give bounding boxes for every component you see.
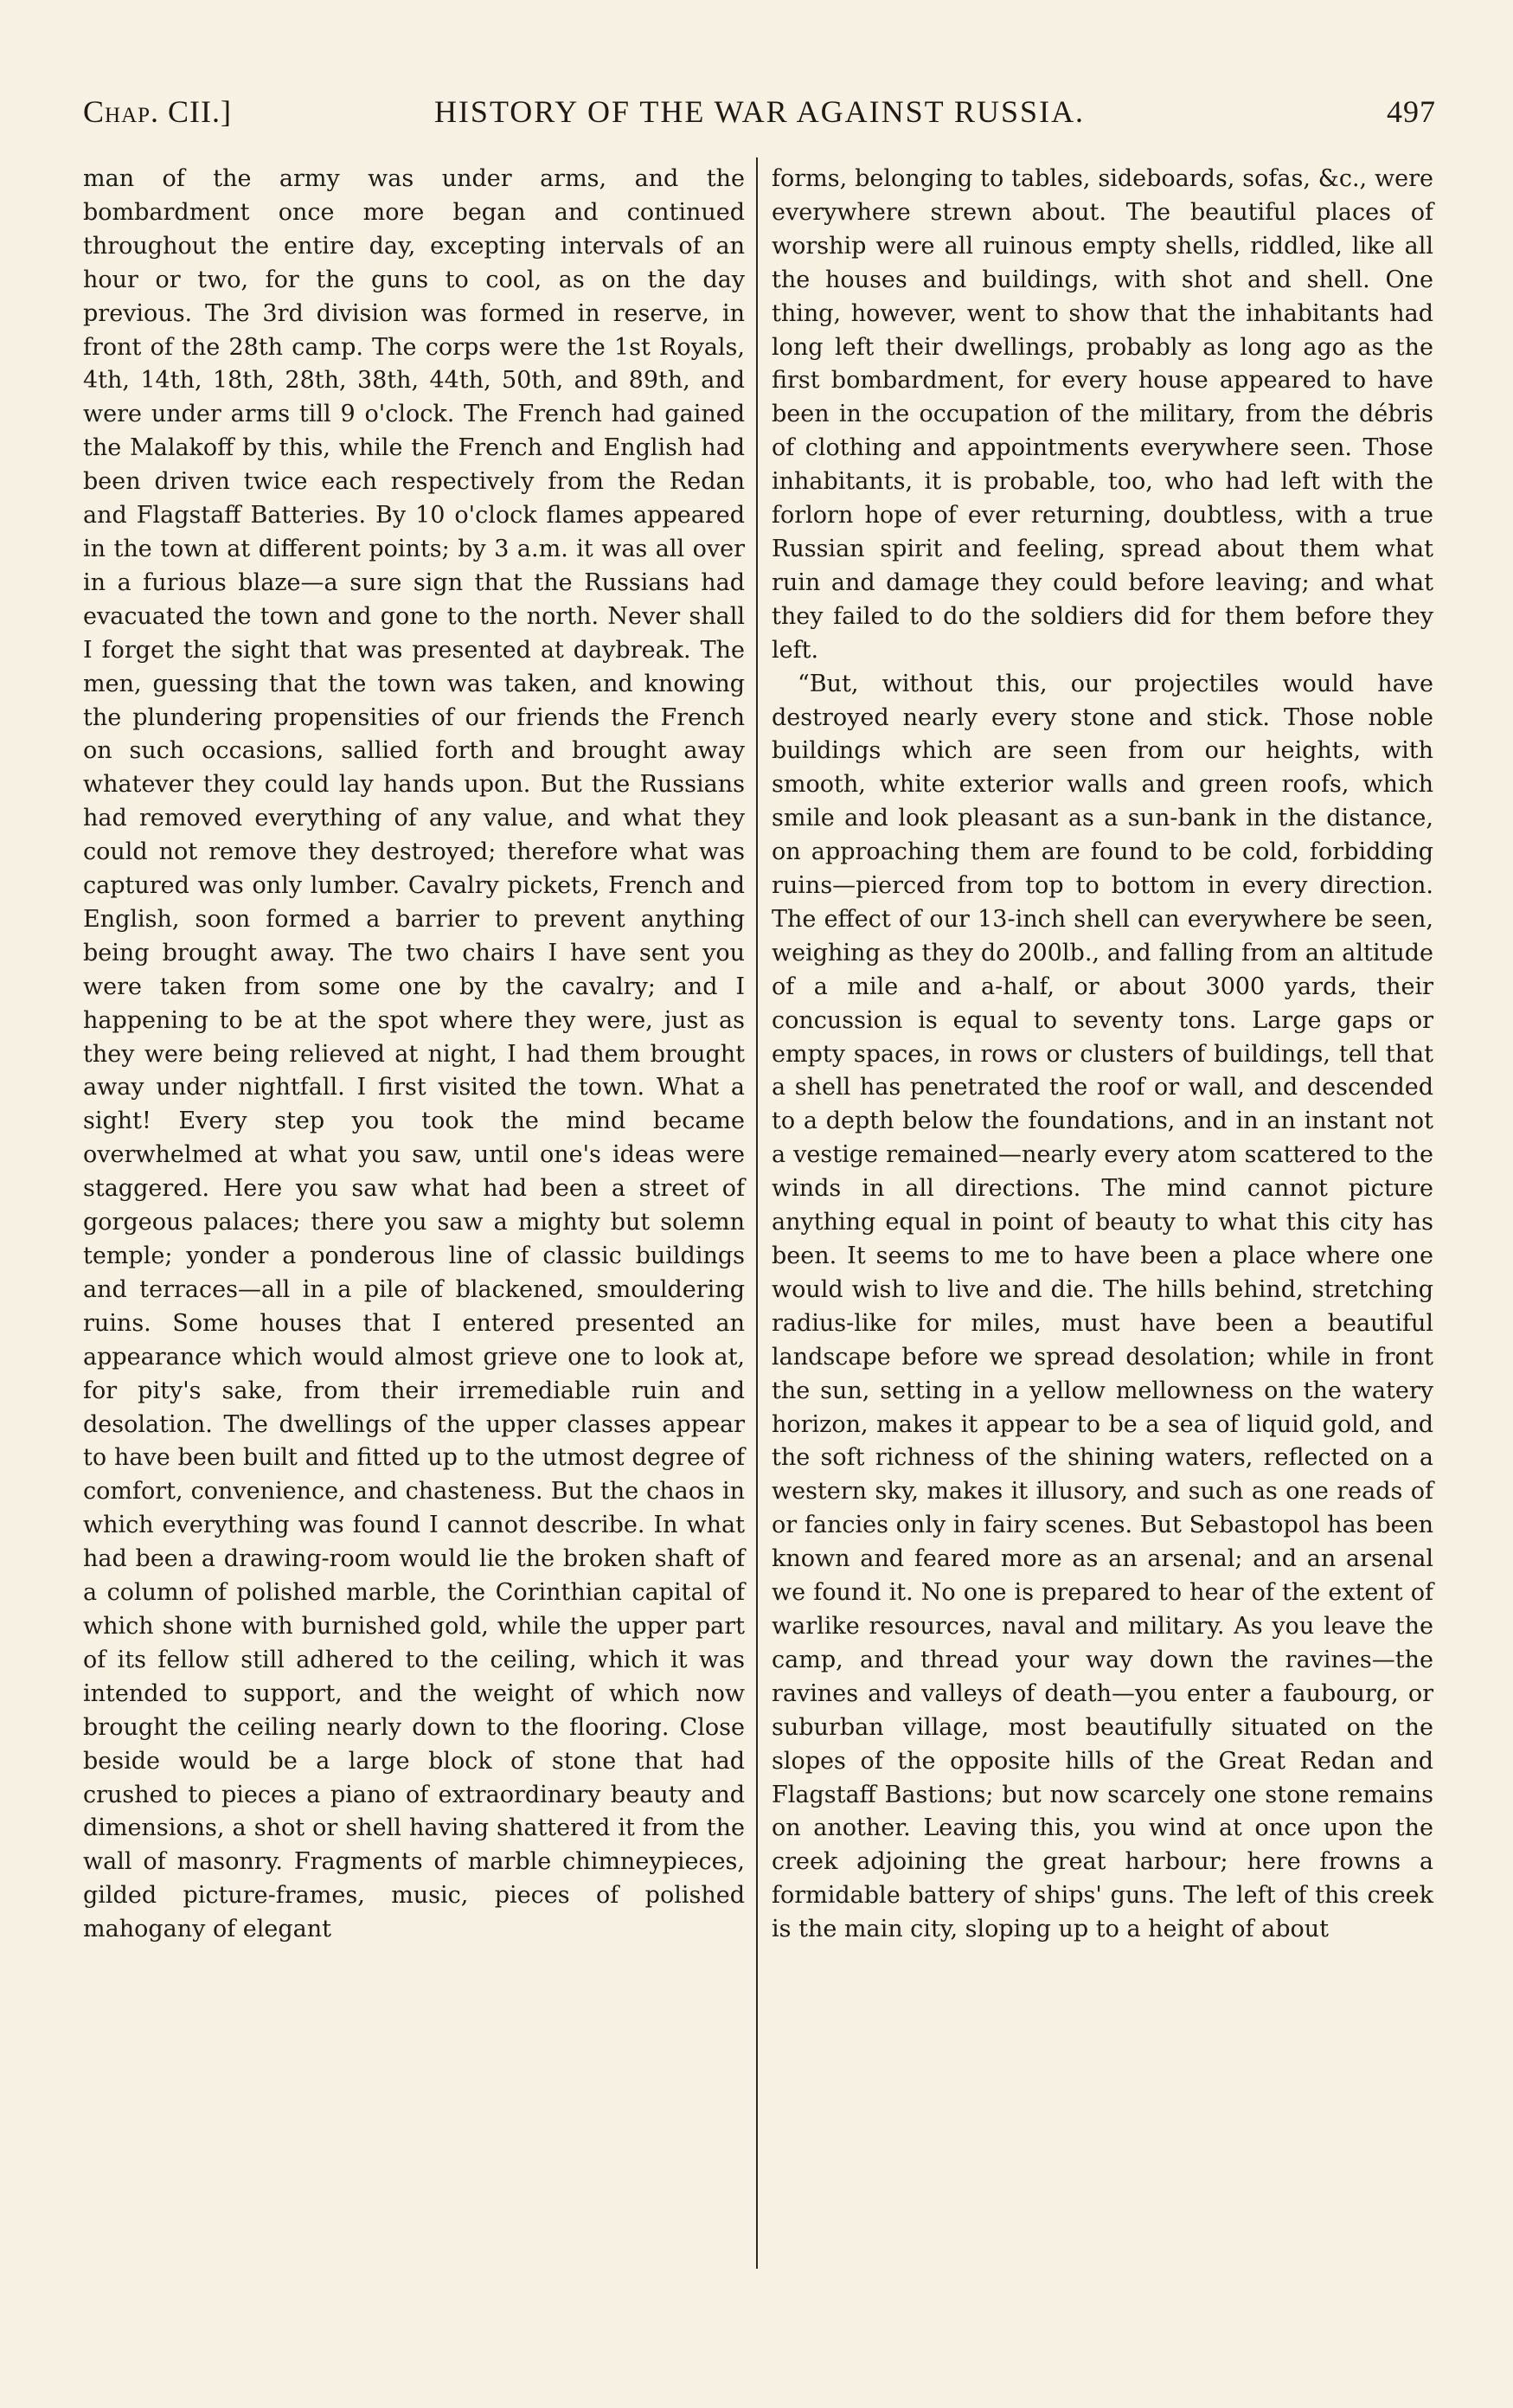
left-column	[83, 163, 745, 1947]
chapter-label: Chap. CII.]	[83, 94, 233, 129]
column-divider	[756, 157, 758, 2269]
page-number: 497	[1387, 94, 1436, 129]
page-title: HISTORY OF THE WAR AGAINST RUSSIA.	[433, 94, 1086, 129]
right-paragraph-2: “But, without this, our projectiles would have destroyed nearly every stone and stick. Those noble buildings which are seen from our heights, with smooth, white exterior walls and green roofs, which smile and look pleasant as a sun-bank in the distance, on approaching them are found to be cold, forbidding ruins—pierced from top to bottom in every direction. The effect of our 13-inch shell can everywhere be seen, weighing as they do 200lb., and falling from an altitude of a mile and a-half, or about 3000 yards, their concussion is equal to seventy tons. Large gaps or empty spaces, in rows or clusters of buildings, tell that a shell has penetrated the roof or wall, and descended to a depth below the foundations, and in an instant not a vestige remained—nearly every atom scattered to the winds in all directions. The mind cannot picture anything equal in point of beauty to what this city has been. It seems to me to have been a place where one would wish to live and die. The hills behind, stretching radius-like for miles, must have been a beautiful landscape before we spread desolation; while in front the sun, setting in a yellow mellowness on the watery horizon, makes it appear to be a sea of liquid gold, and the soft richness of the shining waters, reflected on a western sky, makes it illusory, and such as one reads of or fancies only in fairy scenes. But Sebastopol has been known and feared more as an arsenal; and an arsenal we found it. No one is prepared to hear of the extent of warlike resources, naval and military. As you leave the camp, and thread your way down the ravines—the ravines and valleys of death—you enter a faubourg, or suburban village, most beautifully situated on the slopes of the opposite hills of the Great Redan and Flagstaff Bastions; but now scarcely one stone remains on another. Leaving this, you wind at once upon the creek adjoining the great harbour; here frowns a formidable battery of ships' guns. The left of this creek is the main city, sloping up to a height of about	[772, 670, 1433, 1943]
left-paragraph-1: man of the army was under arms, and the bombardment once more began and continued throughout the entire day, excepting intervals of an hour or two, for the guns to cool, as on the day previous. The 3rd division was formed in reserve, in front of the 28th camp. The corps were the 1st Royals, 4th, 14th, 18th, 28th, 38th, 44th, 50th, and 89th, and were under arms till 9 o'clock. The French had gained the Malakoff by this, while the French and English had been driven twice each respectively from the Redan and Flagstaff Batteries. By 10 o'clock flames appeared in the town at different points; by 3 a.m. it was all over in a furious blaze—a sure sign that the Russians had evacuated the town and gone to the north. Never shall I forget the sight that was presented at daybreak. The men, guessing that the town was taken, and knowing the plundering propensities of our friends the French on such occasions, sallied forth and brought away whatever they could lay hands upon. But the Russians had removed everything of any value, and what they could not remove they destroyed; therefore what was captured was only lumber. Cavalry pickets, French and English, soon formed a barrier to prevent anything being brought away. The two chairs I have sent you were taken from some one by the cavalry; and I happening to be at the spot where they were, just as they were being relieved at night, I had them brought away under nightfall. I first visited the town. What a sight! Every step you took the mind became overwhelmed at what you saw, until one's ideas were staggered. Here you saw what had been a street of gorgeous palaces; there you saw a mighty but solemn temple; yonder a ponderous line of classic buildings and terraces—all in a pile of blackened, smouldering ruins. Some houses that I entered presented an appearance which would almost grieve one to look at, for pity's sake, from their irremediable ruin and desolation. The dwellings of the upper classes appear to have been built and fitted up to the utmost degree of comfort, convenience, and chasteness. But the chaos in which everything was found I cannot describe. In what had been a drawing-room would lie the broken shaft of a column of polished marble, the Corinthian capital of which shone with burnished gold, while the upper part of its fellow still adhered to the ceiling, which it was intended to support, and the weight of which now brought the ceiling nearly down to the flooring. Close beside would be a large block of stone that had crushed to pieces a piano of extraordinary beauty and dimensions, a shot or shell having shattered it from the wall of masonry. Fragments of marble chimneypieces, gilded picture-frames, music, pieces of polished mahogany of elegant	[83, 165, 745, 1943]
running-header	[83, 93, 1436, 137]
right-paragraph-1: forms, belonging to tables, sideboards, sofas, &c., were everywhere strewn about. The beautiful places of worship were all ruinous empty shells, riddled, like all the houses and buildings, with shot and shell. One thing, however, went to show that the inhabitants had long left their dwellings, probably as long ago as the first bombardment, for every house appeared to have been in the occupation of the military, from the débris of clothing and appointments everywhere seen. Those inhabitants, it is probable, too, who had left with the forlorn hope of ever returning, doubtless, with a true Russian spirit and feeling, spread about them what ruin and damage they could before leaving; and what they failed to do the soldiers did for them before they left.	[772, 165, 1433, 664]
right-column	[772, 163, 1433, 1947]
